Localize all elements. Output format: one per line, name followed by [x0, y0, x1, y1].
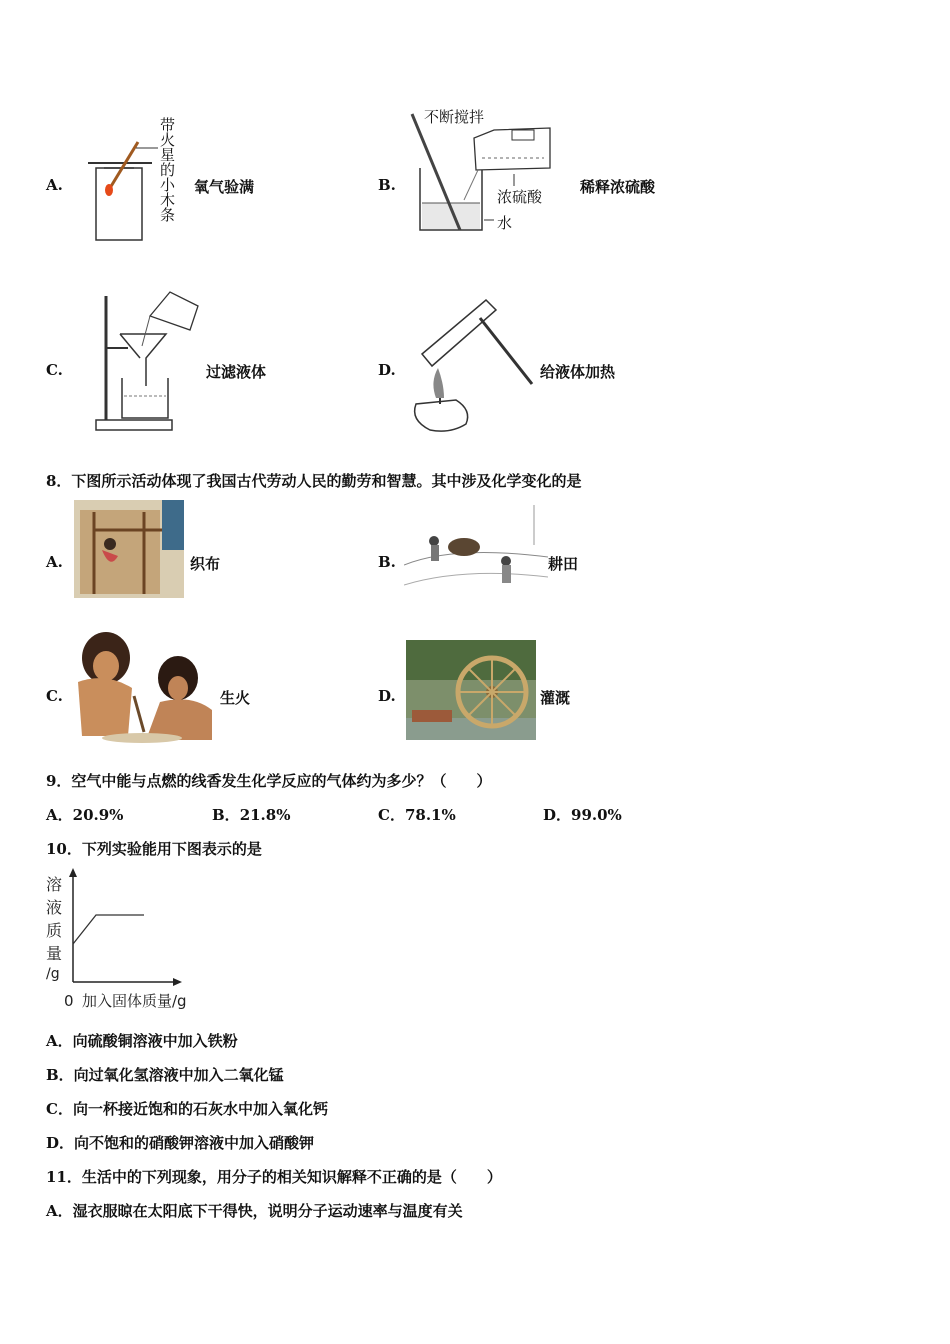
q8-option-a-caption: 织布 — [190, 555, 221, 573]
q8-option-b-caption: 耕田 — [548, 555, 579, 573]
q7-d-heating-figure — [400, 292, 540, 438]
q8-d-waterwheel-image — [406, 640, 536, 740]
q10-x-label: 加入固体质量/g — [82, 992, 187, 1010]
q7-option-b-caption: 稀释浓硫酸 — [580, 178, 656, 196]
q10-graph — [40, 866, 200, 1016]
q7-b-dilute-acid-figure — [404, 108, 564, 238]
q7-c-filtration-figure — [94, 286, 206, 436]
q7-option-a-letter: A. — [46, 176, 63, 194]
q10-option-d: D．向不饱和的硝酸钾溶液中加入硝酸钾 — [46, 1134, 315, 1152]
q8-option-b-letter: B. — [378, 553, 396, 571]
q8-option-a-letter: A. — [46, 553, 63, 571]
q9-option-b: B．21.8% — [212, 806, 291, 824]
q7-option-d-letter: D. — [378, 361, 396, 379]
q10-y-label-3: 量 — [46, 944, 63, 963]
q7-option-c-caption: 过滤液体 — [206, 363, 267, 381]
q9-option-c: C．78.1% — [378, 806, 456, 824]
q7-option-d-caption: 给液体加热 — [540, 363, 616, 381]
q10-origin-label: 0 — [64, 992, 74, 1010]
q10-option-b: B．向过氧化氢溶液中加入二氧化锰 — [46, 1066, 284, 1084]
q8-option-c-letter: C. — [46, 687, 63, 705]
q8-option-c-caption: 生火 — [220, 689, 251, 707]
q11-option-a: A．湿衣服晾在太阳底下干得快，说明分子运动速率与温度有关 — [46, 1202, 463, 1220]
q8-option-d-caption: 灌溉 — [540, 689, 571, 707]
q9-option-d: D．99.0% — [543, 806, 622, 824]
q10-y-label-1: 液 — [46, 898, 63, 917]
q8-stem: 8．下图所示活动体现了我国古代劳动人民的勤劳和智慧。其中涉及化学变化的是 — [46, 472, 582, 490]
q10-y-label-2: 质 — [46, 921, 63, 940]
q11-stem: 11．生活中的下列现象，用分子的相关知识解释不正确的是（ ） — [46, 1168, 502, 1186]
q8-c-fire-making-image — [72, 632, 220, 744]
q8-b-ploughing-image — [404, 505, 548, 601]
q7-b-stir-label: 不断搅拌 — [424, 108, 485, 126]
q7-a-figure-label: 带火星的小木条 — [160, 116, 176, 224]
q8-a-weaving-image — [74, 500, 184, 598]
q7-b-water-label: 水 — [497, 214, 513, 232]
q7-option-a-caption: 氧气验满 — [194, 178, 255, 196]
q10-y-label-4: /g — [46, 966, 60, 982]
q7-option-b-letter: B. — [378, 176, 396, 194]
q10-option-c: C．向一杯接近饱和的石灰水中加入氧化钙 — [46, 1100, 328, 1118]
q10-stem: 10．下列实验能用下图表示的是 — [46, 840, 262, 858]
q7-b-acid-label: 浓硫酸 — [497, 188, 543, 206]
q7-option-c-letter: C. — [46, 361, 63, 379]
q10-y-label-0: 溶 — [46, 875, 63, 894]
q10-option-a: A．向硫酸铜溶液中加入铁粉 — [46, 1032, 238, 1050]
q9-option-a: A．20.9% — [46, 806, 124, 824]
q9-stem: 9．空气中能与点燃的线香发生化学反应的气体约为多少？（ ） — [46, 772, 492, 790]
q8-option-d-letter: D. — [378, 687, 396, 705]
